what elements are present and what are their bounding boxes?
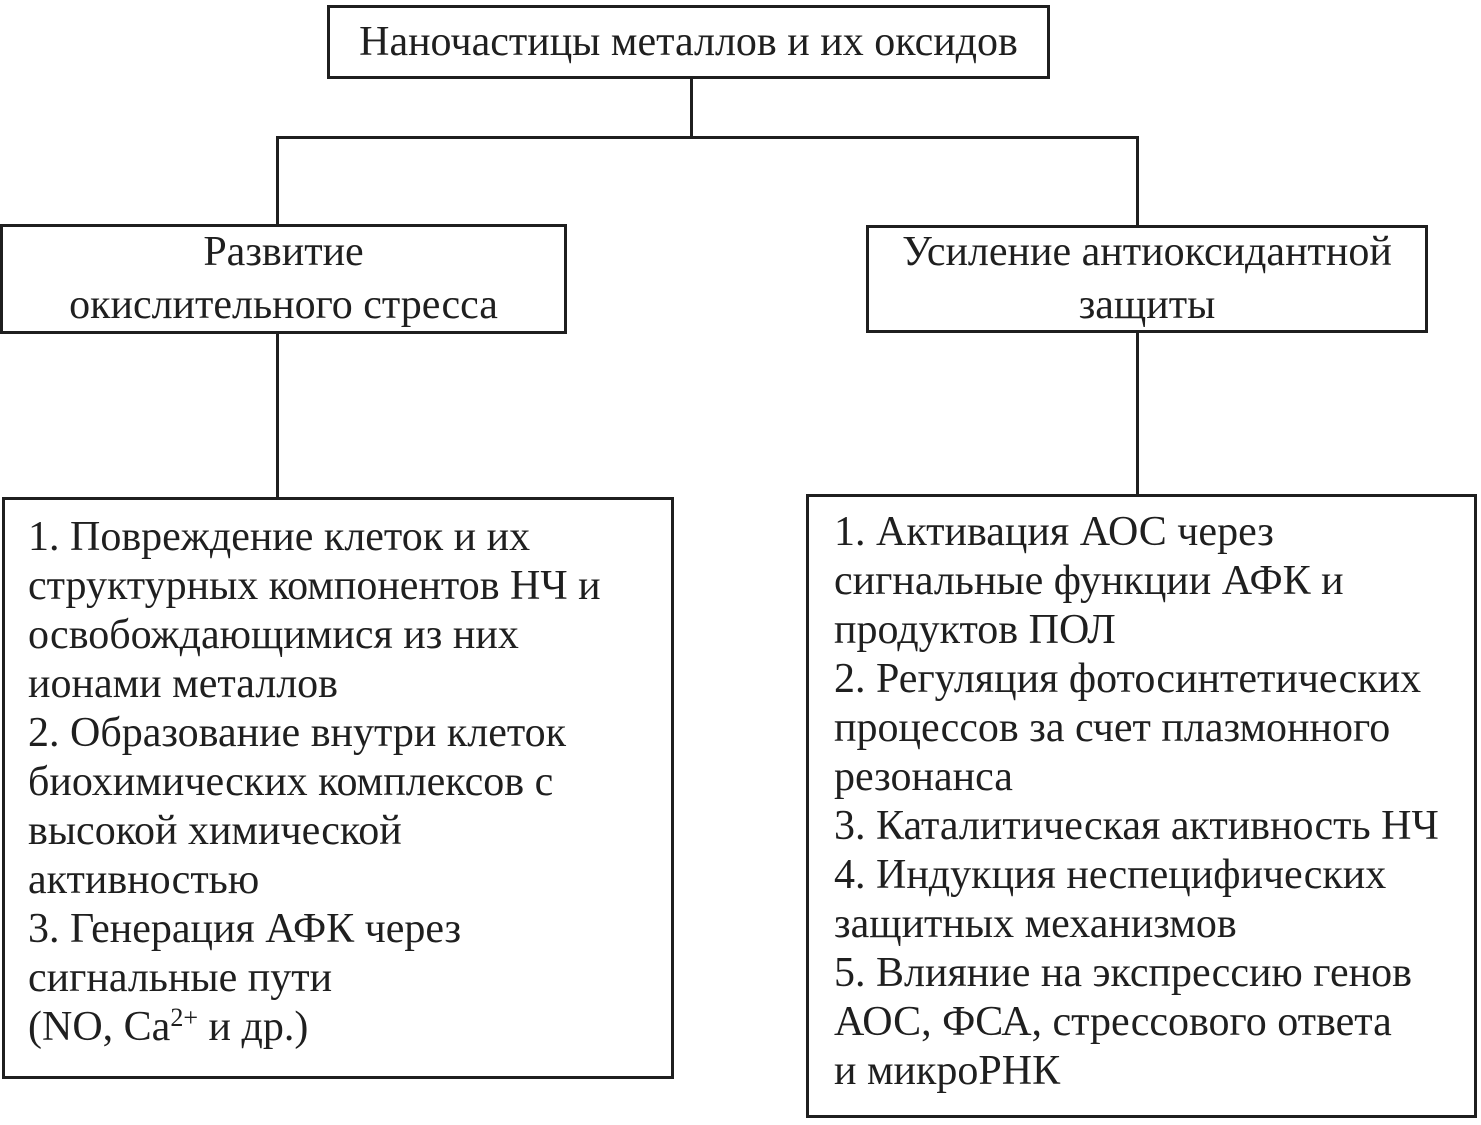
- root-node-label: Наночастицы металлов и их оксидов: [359, 19, 1018, 65]
- branch-label-line: окислительного стресса: [69, 282, 498, 328]
- list-node-oxidative-stress-effects: [2, 497, 674, 1079]
- list-line: 2. Регуляция фотосинтетических: [834, 656, 1422, 702]
- list-line: процессов за счет плазмонного: [834, 705, 1391, 751]
- list-line: АОС, ФСА, стрессового ответа: [834, 999, 1392, 1045]
- list-line: продуктов ПОЛ: [834, 607, 1116, 653]
- list-line: 3. Каталитическая активность НЧ: [834, 803, 1439, 849]
- connector-left-branch-lower: [276, 331, 279, 499]
- branch-label-line: защиты: [1078, 282, 1216, 328]
- list-line-formula: [28, 1003, 665, 1052]
- list-line: освобождающимися из них: [28, 612, 519, 658]
- list-line: защитных механизмов: [834, 901, 1237, 947]
- branch-label-line: Развитие: [203, 229, 364, 275]
- list-line: высокой химической: [28, 808, 402, 854]
- list-line: активностью: [28, 857, 260, 903]
- list-line: 4. Индукция неспецифических: [834, 852, 1387, 898]
- list-node-antioxidant-defense-mechanisms: [806, 494, 1477, 1118]
- list-line: 3. Генерация АФК через: [28, 906, 462, 952]
- list-line: 2. Образование внутри клеток: [28, 710, 567, 756]
- list-line: биохимических комплексов с: [28, 759, 554, 805]
- list-line: ионами металлов: [28, 661, 338, 707]
- connector-right-branch-lower: [1136, 331, 1139, 496]
- branch-node-oxidative-stress: [0, 224, 567, 334]
- branch-label-line: Усиление антиоксидантной: [902, 229, 1392, 275]
- connector-root-vertical: [690, 78, 693, 136]
- list-line: и микроРНК: [834, 1048, 1061, 1094]
- list-line: 1. Повреждение клеток и их: [28, 514, 531, 560]
- formula-superscript: 2+: [170, 1002, 199, 1032]
- list-line: структурных компонентов НЧ и: [28, 563, 601, 609]
- list-line: резонанса: [834, 754, 1013, 800]
- formula-post: и др.): [198, 1004, 309, 1050]
- connector-left-branch-upper: [276, 136, 279, 226]
- root-node: [327, 5, 1050, 79]
- list-line: 5. Влияние на экспрессию генов: [834, 950, 1412, 996]
- branch-node-antioxidant-defense: [866, 225, 1428, 333]
- list-line: 1. Активация АОС через: [834, 509, 1274, 555]
- connector-right-branch-upper: [1136, 136, 1139, 227]
- connector-horizontal: [276, 136, 1139, 139]
- list-line: сигнальные функции АФК и: [834, 558, 1344, 604]
- formula-pre: (NO, Ca: [28, 1004, 171, 1050]
- list-line: сигнальные пути: [28, 955, 333, 1001]
